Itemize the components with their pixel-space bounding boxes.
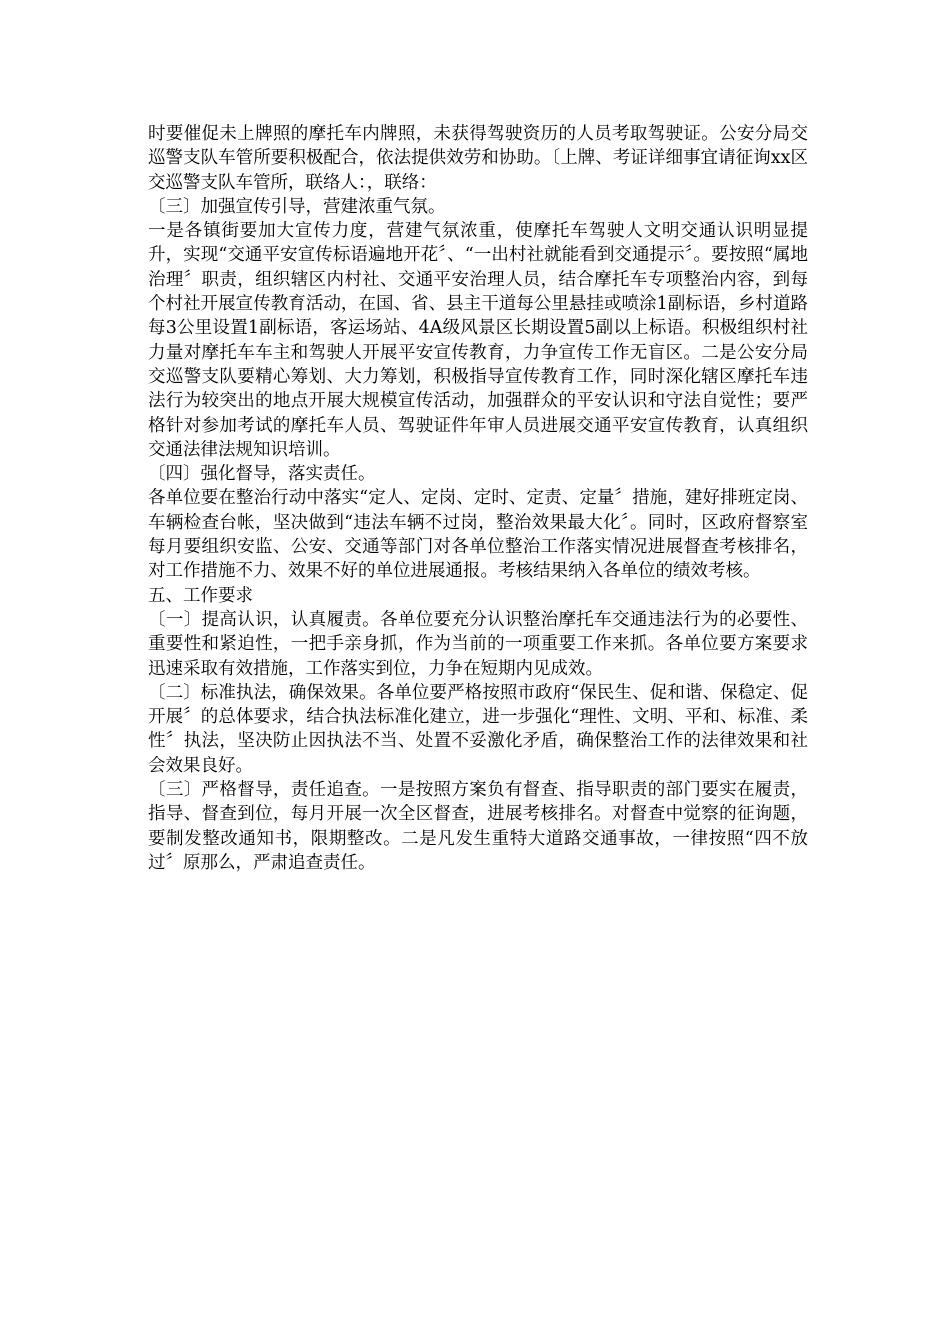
section-title-work-requirements: 五、工作要求 <box>148 585 253 606</box>
paragraph-requirement-awareness: 〔一〕提高认识，认真履责。各单位要充分认识整治摩托车交通违法行为的必要性、重要性和紧迫性，一把手亲身抓，作为当前的一项重要工作来抓。各单位要方案要求迅速采取有效措施，工作落实到位，力争在短期内见成效。 <box>148 609 808 679</box>
paragraph-supervision-details: 各单位要在整治行动中落实“定人、定岗、定时、定责、定量〞措施，建好排班定岗、车辆检查台帐，坚决做到“违法车辆不过岗，整治效果最大化〞。同时，区政府督察室每月要组织安监、公安、交通等部门对各单位整治工作落实情况进展督查考核排名，对工作措施不力、效果不好的单位进展通报。考核结果纳入各单位的绩效考核。 <box>148 488 808 582</box>
paragraph-requirement-accountability: 〔三〕严格督导，责任追查。一是按照方案负有督查、指导职责的部门要实在履责，指导、督查到位，每月开展一次全区督查，进展考核排名。对督查中觉察的征询题，要制发整改通知书，限期整改。二是凡发生重特大道路交通事故，一律按照“四不放过〞原那么，严肃追查责任。 <box>148 780 808 873</box>
heading-strengthen-publicity: 〔三〕加强宣传引导，营建浓重气氛。 <box>148 196 446 217</box>
document-page <box>148 122 808 875</box>
paragraph-registration-license: 时要催促未上牌照的摩托车内牌照，未获得驾驶资历的人员考取驾驶证。公安分局交巡警支队车管所要积极配合，依法提供效劳和协助。〔上牌、考证详细事宜请征询xx区交巡警支队车管所，联络人：，联络： <box>148 124 808 193</box>
paragraph-requirement-law-enforcement: 〔二〕标准执法，确保效果。各单位要严格按照市政府“保民生、促和谐、保稳定、促开展〞的总体要求，结合执法标准化建立，进一步强化“理性、文明、平和、标准、柔性〞执法，坚决防止因执法不当、处置不妥激化矛盾，确保整治工作的法律效果和社会效果良好。 <box>148 682 808 776</box>
paragraph-publicity-details: 一是各镇街要加大宣传力度，营建气氛浓重，使摩托车驾驶人文明交通认识明显提升，实现“交通平安宣传标语遍地开花〞、“一出村社就能看到交通提示〞。要按照“属地治理〞职责，组织辖区内村社、交通平安治理人员，结合摩托车专项整治内容，到每个村社开展宣传教育活动，在国、省、县主干道每公里悬挂或喷涂1副标语，乡村道路每3公里设置1副标语，客运场站、4A级风景区长期设置5副以上标语。积极组织村社力量对摩托车车主和驾驶人开展平安宣传教育，力争宣传工作无盲区。二是公安分局交巡警支队要精心筹划、大力筹划，积极指导宣传教育工作，同时深化辖区摩托车违法行为较突出的地点开展大规模宣传活动，加强群众的平安认识和守法自觉性；要严格针对参加考试的摩托车人员、驾驶证件年审人员进展交通平安宣传教育，认真组织交通法律法规知识培训。 <box>148 221 808 460</box>
heading-strengthen-supervision: 〔四〕强化督导，落实责任。 <box>148 464 376 485</box>
